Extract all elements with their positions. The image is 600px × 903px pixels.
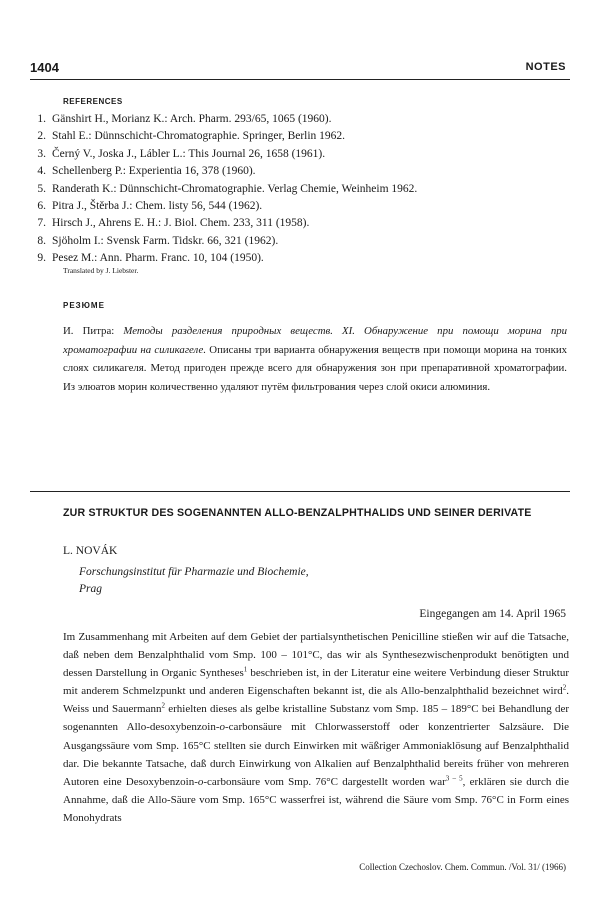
- reference-number: 4.: [37, 165, 46, 178]
- article-author: L. NOVÁK: [63, 545, 118, 557]
- body-text-segment: erhielten dieses als gelbe kristalline Substanz vom Smp. 185 – 189°C bei Behandlung der sogenannten Allo-desoxybenzoin-: [63, 703, 569, 734]
- article-title: ZUR STRUKTUR DES SOGENANNTEN ALLO-BENZALPHTHALIDS UND SEINER DERIVATE: [63, 507, 532, 519]
- italic-locant: o: [197, 775, 204, 788]
- reference-text: Sjöholm I.: Svensk Farm. Tidskr. 66, 321 (1962).: [52, 234, 279, 247]
- reference-text: Pesez M.: Ann. Pharm. Franc. 10, 104 (1950).: [52, 252, 264, 265]
- body-text-segment: -carbonsäure mit Chlorwasserstoff oder konzentrierter Salzsäure. Die Ausgangssäure vom Smp. 165°C stellten sie durch Einwirken mit wäßriger Ammoniaklösung auf Benzalphthalid dar. Die bekannte Tatsache, daß durch Einwirkung von Alkalien auf Benzalphthalid bereits früher von mehreren Autoren eine Desoxybenzoin-: [63, 721, 570, 788]
- reference-number: 8.: [37, 234, 46, 247]
- section-divider: [30, 491, 570, 492]
- journal-citation-footer: Collection Czechoslov. Chem. Commun. /Vol. 31/ (1966): [359, 862, 566, 872]
- body-text-segment: Im Zusammenhang mit Arbeiten auf dem Gebiet der partialsynthetischen Penicilline stießen wir auf die Tatsache, daß neben dem Benzalphthalid vom Smp. 100 – 101°C, das wir als Synthesezwischenprodukt benötigten und dessen Darstellung in Organic Syntheses: [63, 631, 569, 680]
- body-text-segment: . Weiss und Sauermann: [63, 685, 569, 716]
- reference-item: [32, 215, 562, 232]
- citation-superscript: 3 – 5: [445, 774, 463, 783]
- reference-item: [32, 128, 562, 145]
- reference-item: [32, 163, 562, 180]
- references-list: [32, 111, 562, 268]
- body-text-segment: -carbonsäure vom Smp. 76°C dargestellt worden war: [203, 775, 446, 788]
- reference-text: Stahl E.: Dünnschicht-Chromatographie. Springer, Berlin 1962.: [52, 130, 346, 143]
- header-rule: [30, 79, 570, 80]
- reference-number: 5.: [37, 182, 46, 195]
- reference-number: 6.: [37, 199, 46, 212]
- reference-item: [32, 250, 562, 267]
- resume-author: И. Питра:: [63, 325, 115, 337]
- reference-number: 1.: [37, 113, 46, 125]
- reference-number: 2.: [37, 130, 46, 143]
- received-date: Eingegangen am 14. April 1965: [419, 608, 566, 620]
- body-text-segment: , erklären sie durch die Annahme, daß die Allo-Säure vom Smp. 165°C wasserfrei ist, während die Säure vom Smp. 76°C in Form eines Monohydrats: [63, 775, 569, 824]
- resume-title: Методы разделения природных веществ. XI. Обнаружение при помощи морина при хроматографии на силикагеле.: [63, 325, 568, 356]
- citation-superscript: 2: [562, 683, 567, 692]
- reference-item: [32, 146, 562, 163]
- translator-note: Translated by J. Liebster.: [63, 266, 139, 275]
- resume-paragraph: [63, 322, 567, 396]
- reference-text: Černý V., Joska J., Lábler L.: This Journal 26, 1658 (1961).: [52, 147, 326, 160]
- resume-heading: РЕЗЮМЕ: [63, 301, 105, 310]
- reference-item: [32, 233, 562, 250]
- reference-number: 3.: [37, 147, 46, 160]
- affiliation-line: Forschungsinstitut für Pharmazie und Biochemie,: [79, 566, 309, 578]
- italic-locant: o: [219, 721, 226, 734]
- affiliation-city: Prag: [79, 583, 102, 595]
- resume-text: Описаны три варианта обнаружения веществ при помощи морина на тонких слоях силикагеля. Метод пригоден прежде всего для обнаружения зон при препаративной хроматографии. Из элюатов морин количественно удаляют путём фильтрования через слой окиси алюминия.: [63, 343, 567, 393]
- reference-item: [32, 198, 562, 215]
- references-heading: REFERENCES: [63, 97, 123, 106]
- article-body-paragraph: [63, 628, 569, 827]
- citation-superscript: 1: [243, 665, 248, 674]
- section-label: NOTES: [525, 61, 566, 73]
- reference-text: Hirsch J., Ahrens E. H.: J. Biol. Chem. 233, 311 (1958).: [52, 217, 310, 230]
- body-text-segment: beschrieben ist, in der Literatur eine weitere Verbindung dieser Struktur mit anderem Schmelzpunkt und anderen Eigenschaften bekannt ist, die als Allo-benzalphthalid bezeichnet wird: [63, 667, 570, 698]
- reference-text: Pitra J., Štěrba J.: Chem. listy 56, 544 (1962).: [52, 199, 263, 212]
- reference-number: 7.: [37, 217, 46, 230]
- reference-item: [32, 181, 562, 198]
- reference-number: 9.: [37, 252, 46, 265]
- page-number: 1404: [30, 60, 59, 75]
- reference-item: [32, 111, 562, 128]
- reference-text: Randerath K.: Dünnschicht-Chromatographie. Verlag Chemie, Weinheim 1962.: [52, 182, 418, 195]
- citation-superscript: 2: [161, 701, 165, 710]
- reference-text: Schellenberg P.: Experientia 16, 378 (1960).: [52, 165, 256, 178]
- article-affiliation: [79, 564, 309, 598]
- reference-text: Gänshirt H., Morianz K.: Arch. Pharm. 293/65, 1065 (1960).: [52, 113, 332, 125]
